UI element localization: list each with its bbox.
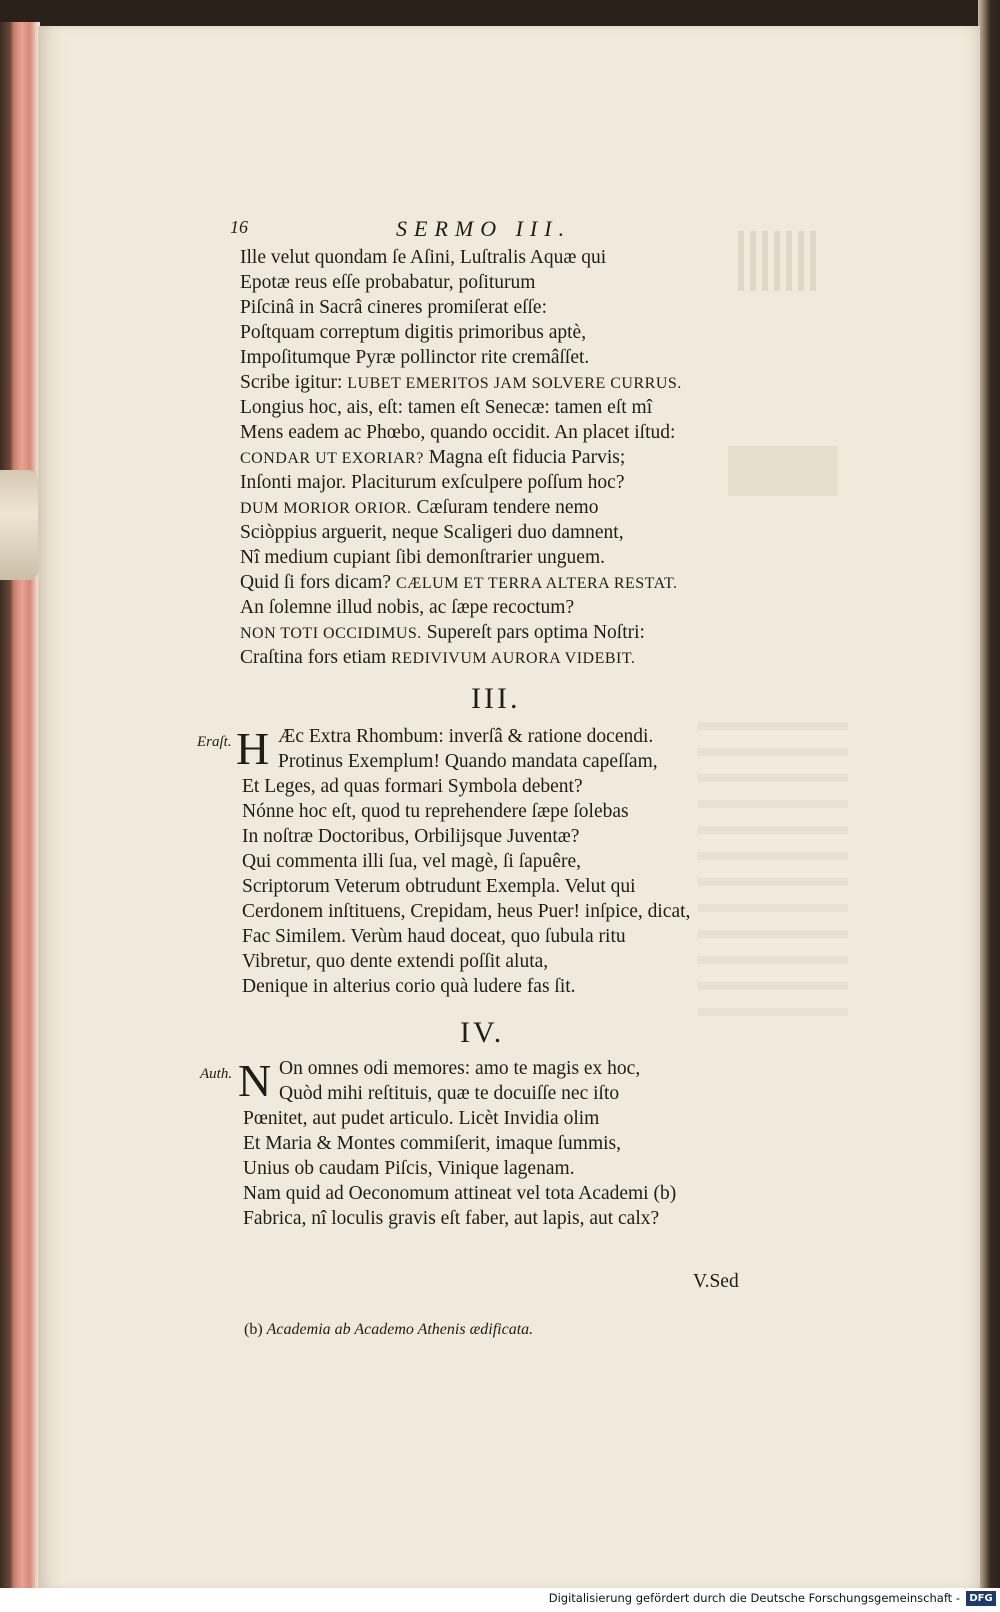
verse-line: Nónne hoc eſt, quod tu reprehendere ſæpe ſolebas bbox=[242, 801, 629, 822]
book-edge-right bbox=[978, 0, 1000, 1600]
margin-note-4: Auth. bbox=[200, 1066, 233, 1082]
verse-line: Quòd mihi reſtituis, quæ te docuiſſe nec iſto bbox=[279, 1083, 620, 1104]
verse-line: On omnes odi memores: amo te magis ex hoc, bbox=[279, 1058, 641, 1079]
verse-line bbox=[240, 622, 645, 644]
verse-line: Nî medium cupiant ſibi demonſtrarier unguem. bbox=[240, 547, 605, 568]
verse-caps: REDIVIVUM AURORA VIDEBIT. bbox=[391, 650, 636, 667]
verse-caps: DUM MORIOR ORIOR. bbox=[240, 500, 412, 517]
verse-line: Vibretur, quo dente extendi poſſit aluta, bbox=[242, 951, 549, 972]
show-through bbox=[698, 716, 848, 1016]
verse-line bbox=[240, 647, 635, 669]
show-through bbox=[738, 231, 818, 291]
page-number: 16 bbox=[230, 217, 248, 237]
verse-line bbox=[240, 372, 682, 394]
verse-line: Æc Extra Rhombum: inverſâ & ratione docendi. bbox=[278, 726, 654, 747]
verse-text: Magna eſt fiducia Parvis; bbox=[423, 447, 626, 468]
verse-line: Epotæ reus eſſe probabatur, poſiturum bbox=[240, 272, 536, 293]
section-numeral-4: IV. bbox=[460, 1016, 505, 1049]
verse-line: Piſcinâ in Sacrâ cineres promiſerat eſſe: bbox=[240, 297, 548, 318]
credit-text: Digitalisierung gefördert durch die Deutsche Forschungsgemeinschaft - bbox=[548, 1591, 960, 1605]
verse-line: Cerdonem inſtituens, Crepidam, heus Puer! inſpice, dicat, bbox=[242, 901, 691, 922]
book-strap bbox=[0, 470, 38, 580]
running-title: SERMO III. bbox=[396, 216, 572, 241]
footnote-text: Academia ab Academo Athenis ædificata. bbox=[266, 1321, 534, 1338]
verse-line: Et Maria & Montes commiſerit, imaque ſummis, bbox=[243, 1133, 622, 1154]
verse-line: Longius hoc, ais, eſt: tamen eſt Senecæ: tamen eſt mî bbox=[240, 397, 653, 418]
verse-line: An ſolemne illud nobis, ac ſæpe recoctum? bbox=[240, 597, 575, 618]
verse-line: Unius ob caudam Piſcis, Vinique lagenam. bbox=[243, 1158, 575, 1179]
catchword: V.Sed bbox=[693, 1271, 739, 1292]
verse-text: Cæſuram tendere nemo bbox=[411, 497, 599, 518]
verse-line: Fabrica, nî loculis gravis eſt faber, aut lapis, aut calx? bbox=[243, 1208, 660, 1229]
book-edge-left bbox=[0, 22, 40, 1590]
footnote-marker: (b) bbox=[244, 1321, 263, 1338]
verse-text: Scribe igitur: bbox=[240, 372, 348, 393]
verse-line: Sciòppius arguerit, neque Scaligeri duo damnent, bbox=[240, 522, 624, 543]
verse-line bbox=[240, 497, 598, 519]
verse-line: Ille velut quondam ſe Aſini, Luſtralis Aquæ qui bbox=[240, 247, 607, 268]
section-numeral-3: III. bbox=[471, 682, 521, 715]
verse-line: Fac Similem. Verùm haud doceat, quo ſubula ritu bbox=[242, 926, 626, 947]
verse-line: Qui commenta illi ſua, vel magè, ſi ſapuêre, bbox=[242, 851, 581, 872]
verse-caps: LUBET EMERITOS JAM SOLVERE CURRUS. bbox=[347, 375, 682, 392]
verse-text: Supereſt pars optima Noſtri: bbox=[421, 622, 645, 643]
verse-line bbox=[240, 447, 625, 469]
dfg-logo: DFG bbox=[966, 1591, 996, 1606]
credit-bar bbox=[0, 1588, 1000, 1612]
verse-caps: CÆLUM ET TERRA ALTERA RESTAT. bbox=[395, 575, 678, 592]
verse-line: Inſonti major. Placiturum exſculpere poſſum hoc? bbox=[240, 472, 625, 493]
verse-line: Impoſitumque Pyræ pollinctor rite cremâſſet. bbox=[240, 347, 590, 368]
verse-line bbox=[240, 572, 678, 594]
verse-line: Et Leges, ad quas formari Symbola debent? bbox=[242, 776, 583, 797]
verse-line: Denique in alterius corio quà ludere fas ſit. bbox=[242, 976, 576, 997]
margin-note-3: Eraſt. bbox=[197, 734, 232, 750]
verse-line: Poſtquam correptum digitis primoribus aptè, bbox=[240, 322, 587, 343]
book-page bbox=[38, 26, 980, 1590]
verse-text: Craſtina fors etiam bbox=[240, 647, 392, 668]
show-through bbox=[728, 446, 838, 496]
drop-cap-3: H bbox=[236, 723, 270, 774]
verse-line: Protinus Exemplum! Quando mandata capeſſam, bbox=[278, 751, 658, 772]
verse-line: Mens eadem ac Phœbo, quando occidit. An placet iſtud: bbox=[240, 422, 676, 443]
footnote bbox=[244, 1321, 533, 1339]
verse-line: Nam quid ad Oeconomum attineat vel tota Academi (b) bbox=[243, 1183, 677, 1204]
verse-caps: CONDAR UT EXORIAR? bbox=[240, 450, 424, 467]
verse-line: In noſtræ Doctoribus, Orbilijsque Juventæ? bbox=[242, 826, 580, 847]
verse-line: Scriptorum Veterum obtrudunt Exempla. Velut qui bbox=[242, 876, 636, 897]
verse-line: Pœnitet, aut pudet articulo. Licèt Invidia olim bbox=[243, 1108, 600, 1129]
drop-cap-4: N bbox=[238, 1055, 272, 1106]
verse-caps: NON TOTI OCCIDIMUS. bbox=[240, 625, 422, 642]
verse-text: Quid ſi fors dicam? bbox=[240, 572, 396, 593]
